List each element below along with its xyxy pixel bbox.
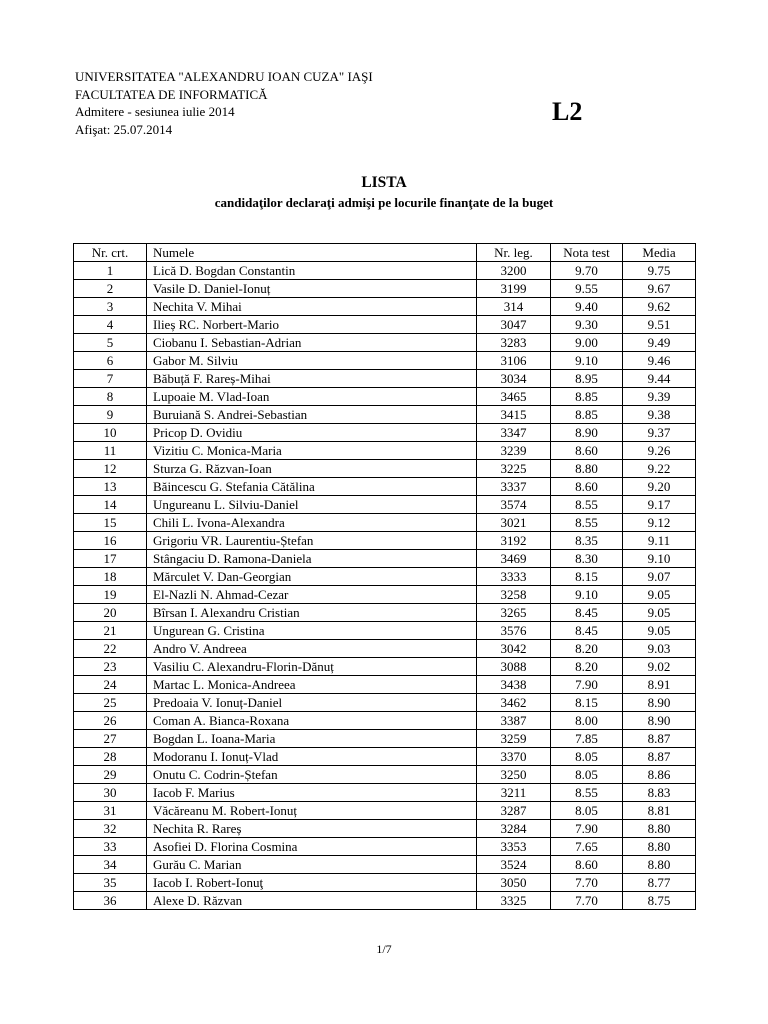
- cell-media: 9.51: [623, 316, 696, 334]
- cell-nota-test: 8.20: [551, 640, 623, 658]
- cell-name: Martac L. Monica-Andreea: [147, 676, 477, 694]
- cell-nota-test: 7.85: [551, 730, 623, 748]
- cell-nr-leg: 3469: [477, 550, 551, 568]
- cell-nr-leg: 3088: [477, 658, 551, 676]
- document-header: [75, 68, 373, 138]
- cell-nr-crt: 7: [74, 370, 147, 388]
- cell-name: Lică D. Bogdan Constantin: [147, 262, 477, 280]
- cell-nr-crt: 34: [74, 856, 147, 874]
- table-row: [74, 514, 696, 532]
- cell-nr-leg: 3462: [477, 694, 551, 712]
- cell-nr-crt: 16: [74, 532, 147, 550]
- cell-media: 8.87: [623, 730, 696, 748]
- cell-nr-leg: 3047: [477, 316, 551, 334]
- table-row: [74, 838, 696, 856]
- cell-nr-crt: 4: [74, 316, 147, 334]
- cell-nota-test: 7.70: [551, 892, 623, 910]
- column-header-nota-test: Nota test: [551, 244, 623, 262]
- posted-date: Afişat: 25.07.2014: [75, 121, 173, 137]
- table-row: [74, 892, 696, 910]
- cell-name: Băbuță F. Rareș-Mihai: [147, 370, 477, 388]
- table-row: [74, 280, 696, 298]
- table-row: [74, 694, 696, 712]
- cell-nota-test: 8.35: [551, 532, 623, 550]
- cell-nr-crt: 35: [74, 874, 147, 892]
- cell-nr-crt: 23: [74, 658, 147, 676]
- cell-media: 9.46: [623, 352, 696, 370]
- cell-nr-leg: 3415: [477, 406, 551, 424]
- cell-media: 9.62: [623, 298, 696, 316]
- cell-nr-crt: 20: [74, 604, 147, 622]
- cell-media: 9.12: [623, 514, 696, 532]
- table-row: [74, 496, 696, 514]
- cell-media: 9.75: [623, 262, 696, 280]
- cell-media: 8.91: [623, 676, 696, 694]
- cell-media: 9.05: [623, 604, 696, 622]
- cell-nr-crt: 29: [74, 766, 147, 784]
- cell-name: Pricop D. Ovidiu: [147, 424, 477, 442]
- cell-name: Gabor M. Silviu: [147, 352, 477, 370]
- cell-nota-test: 7.65: [551, 838, 623, 856]
- cell-nr-leg: 3287: [477, 802, 551, 820]
- cell-nr-leg: 3034: [477, 370, 551, 388]
- cell-nota-test: 8.90: [551, 424, 623, 442]
- cell-name: Ciobanu I. Sebastian-Adrian: [147, 334, 477, 352]
- table-row: [74, 262, 696, 280]
- cell-media: 9.49: [623, 334, 696, 352]
- table-row: [74, 676, 696, 694]
- cell-nota-test: 8.85: [551, 388, 623, 406]
- cell-nota-test: 9.40: [551, 298, 623, 316]
- cell-nr-crt: 18: [74, 568, 147, 586]
- cell-nr-leg: 3284: [477, 820, 551, 838]
- cell-nr-leg: 3250: [477, 766, 551, 784]
- cell-nr-crt: 30: [74, 784, 147, 802]
- cell-name: Coman A. Bianca-Roxana: [147, 712, 477, 730]
- cell-nr-crt: 31: [74, 802, 147, 820]
- cell-media: 8.77: [623, 874, 696, 892]
- list-code: L2: [552, 97, 583, 126]
- cell-nr-leg: 3465: [477, 388, 551, 406]
- cell-nr-crt: 1: [74, 262, 147, 280]
- cell-media: 8.90: [623, 694, 696, 712]
- cell-media: 9.10: [623, 550, 696, 568]
- cell-nr-leg: 314: [477, 298, 551, 316]
- cell-nr-crt: 17: [74, 550, 147, 568]
- cell-nr-crt: 6: [74, 352, 147, 370]
- university-name: UNIVERSITATEA "ALEXANDRU IOAN CUZA" IAŞI: [75, 69, 373, 84]
- cell-name: Gurău C. Marian: [147, 856, 477, 874]
- cell-nota-test: 8.30: [551, 550, 623, 568]
- table-row: [74, 334, 696, 352]
- cell-media: 9.03: [623, 640, 696, 658]
- cell-media: 8.80: [623, 856, 696, 874]
- column-header-numele: Numele: [147, 244, 477, 262]
- cell-nr-crt: 36: [74, 892, 147, 910]
- admitted-candidates-table: [73, 243, 696, 910]
- table-row: [74, 478, 696, 496]
- cell-nota-test: 9.70: [551, 262, 623, 280]
- cell-nota-test: 8.00: [551, 712, 623, 730]
- cell-nota-test: 8.45: [551, 604, 623, 622]
- cell-nr-crt: 25: [74, 694, 147, 712]
- cell-nr-crt: 9: [74, 406, 147, 424]
- cell-nota-test: 8.20: [551, 658, 623, 676]
- faculty-name: FACULTATEA DE INFORMATICĂ: [75, 86, 268, 102]
- table-row: [74, 748, 696, 766]
- cell-media: 9.22: [623, 460, 696, 478]
- cell-nr-leg: 3347: [477, 424, 551, 442]
- column-header-media: Media: [623, 244, 696, 262]
- table-row: [74, 604, 696, 622]
- cell-nr-crt: 28: [74, 748, 147, 766]
- cell-nota-test: 8.95: [551, 370, 623, 388]
- table-row: [74, 532, 696, 550]
- cell-name: Nechita R. Rareș: [147, 820, 477, 838]
- table-row: [74, 730, 696, 748]
- table-row: [74, 388, 696, 406]
- cell-nr-crt: 15: [74, 514, 147, 532]
- admission-session: Admitere - sesiunea iulie 2014: [75, 104, 235, 119]
- cell-name: Ilieș RC. Norbert-Mario: [147, 316, 477, 334]
- cell-nr-leg: 3524: [477, 856, 551, 874]
- cell-nota-test: 7.70: [551, 874, 623, 892]
- table-row: [74, 820, 696, 838]
- cell-nr-leg: 3021: [477, 514, 551, 532]
- cell-nota-test: 9.30: [551, 316, 623, 334]
- cell-nr-leg: 3225: [477, 460, 551, 478]
- cell-nr-crt: 33: [74, 838, 147, 856]
- page-subtitle: candidaţilor declaraţi admişi pe locurile finanţate de la buget: [214, 195, 554, 210]
- table-row: [74, 622, 696, 640]
- table-row: [74, 766, 696, 784]
- table-row: [74, 784, 696, 802]
- cell-nr-leg: 3333: [477, 568, 551, 586]
- cell-nota-test: 9.10: [551, 586, 623, 604]
- cell-name: Vizitiu C. Monica-Maria: [147, 442, 477, 460]
- table-row: [74, 712, 696, 730]
- cell-name: Buruiană S. Andrei-Sebastian: [147, 406, 477, 424]
- cell-name: Stângaciu D. Ramona-Daniela: [147, 550, 477, 568]
- cell-nr-leg: 3199: [477, 280, 551, 298]
- table-row: [74, 370, 696, 388]
- cell-name: Ungurean G. Cristina: [147, 622, 477, 640]
- cell-name: Onutu C. Codrin-Ștefan: [147, 766, 477, 784]
- cell-media: 9.20: [623, 478, 696, 496]
- table-row: [74, 442, 696, 460]
- page-number: 1/7: [376, 942, 392, 956]
- cell-nota-test: 8.55: [551, 784, 623, 802]
- cell-name: Asofiei D. Florina Cosmina: [147, 838, 477, 856]
- cell-nr-leg: 3576: [477, 622, 551, 640]
- table-row: [74, 640, 696, 658]
- cell-name: Chili L. Ivona-Alexandra: [147, 514, 477, 532]
- cell-nota-test: 8.45: [551, 622, 623, 640]
- cell-nr-leg: 3370: [477, 748, 551, 766]
- table-row: [74, 568, 696, 586]
- cell-nota-test: 8.80: [551, 460, 623, 478]
- cell-nota-test: 9.00: [551, 334, 623, 352]
- cell-name: Iacob F. Marius: [147, 784, 477, 802]
- cell-name: Nechita V. Mihai: [147, 298, 477, 316]
- cell-media: 9.39: [623, 388, 696, 406]
- cell-nr-crt: 3: [74, 298, 147, 316]
- cell-nota-test: 8.85: [551, 406, 623, 424]
- cell-media: 8.90: [623, 712, 696, 730]
- cell-name: Băincescu G. Stefania Cătălina: [147, 478, 477, 496]
- cell-nr-leg: 3387: [477, 712, 551, 730]
- cell-nota-test: 8.60: [551, 442, 623, 460]
- cell-nota-test: 8.15: [551, 694, 623, 712]
- cell-nr-leg: 3574: [477, 496, 551, 514]
- table-row: [74, 298, 696, 316]
- cell-nr-crt: 5: [74, 334, 147, 352]
- cell-nr-crt: 8: [74, 388, 147, 406]
- cell-nr-crt: 12: [74, 460, 147, 478]
- cell-nr-crt: 19: [74, 586, 147, 604]
- cell-nr-crt: 13: [74, 478, 147, 496]
- cell-name: Alexe D. Răzvan: [147, 892, 477, 910]
- cell-media: 8.86: [623, 766, 696, 784]
- cell-nr-crt: 14: [74, 496, 147, 514]
- column-header-nr-crt: Nr. crt.: [74, 244, 147, 262]
- cell-nr-leg: 3353: [477, 838, 551, 856]
- cell-media: 9.67: [623, 280, 696, 298]
- cell-name: Vasile D. Daniel-Ionuț: [147, 280, 477, 298]
- cell-name: Mărculet V. Dan-Georgian: [147, 568, 477, 586]
- cell-nota-test: 8.60: [551, 478, 623, 496]
- cell-name: Andro V. Andreea: [147, 640, 477, 658]
- cell-nota-test: 8.55: [551, 496, 623, 514]
- cell-nota-test: 8.60: [551, 856, 623, 874]
- cell-nr-leg: 3438: [477, 676, 551, 694]
- cell-name: Bîrsan I. Alexandru Cristian: [147, 604, 477, 622]
- cell-name: Vasiliu C. Alexandru-Florin-Dănuț: [147, 658, 477, 676]
- cell-nota-test: 7.90: [551, 820, 623, 838]
- cell-nr-leg: 3265: [477, 604, 551, 622]
- cell-media: 9.11: [623, 532, 696, 550]
- cell-name: Predoaia V. Ionuț-Daniel: [147, 694, 477, 712]
- cell-name: Ungureanu L. Silviu-Daniel: [147, 496, 477, 514]
- cell-nr-leg: 3258: [477, 586, 551, 604]
- table-row: [74, 802, 696, 820]
- cell-nota-test: 7.90: [551, 676, 623, 694]
- table-row: [74, 460, 696, 478]
- table-row: [74, 316, 696, 334]
- cell-name: Văcăreanu M. Robert-Ionuț: [147, 802, 477, 820]
- cell-media: 8.87: [623, 748, 696, 766]
- table-row: [74, 550, 696, 568]
- cell-name: Lupoaie M. Vlad-Ioan: [147, 388, 477, 406]
- column-header-nr-leg: Nr. leg.: [477, 244, 551, 262]
- page-title: LISTA: [361, 174, 407, 191]
- table-row: [74, 424, 696, 442]
- cell-nr-crt: 27: [74, 730, 147, 748]
- cell-nr-crt: 11: [74, 442, 147, 460]
- cell-nr-crt: 10: [74, 424, 147, 442]
- cell-nr-leg: 3200: [477, 262, 551, 280]
- cell-nota-test: 8.05: [551, 802, 623, 820]
- cell-media: 8.80: [623, 838, 696, 856]
- cell-nr-crt: 2: [74, 280, 147, 298]
- cell-nr-crt: 22: [74, 640, 147, 658]
- cell-nr-leg: 3042: [477, 640, 551, 658]
- cell-name: El-Nazli N. Ahmad-Cezar: [147, 586, 477, 604]
- cell-nr-crt: 24: [74, 676, 147, 694]
- cell-media: 8.75: [623, 892, 696, 910]
- cell-media: 9.02: [623, 658, 696, 676]
- table-row: [74, 856, 696, 874]
- cell-media: 9.44: [623, 370, 696, 388]
- cell-nota-test: 8.05: [551, 748, 623, 766]
- cell-media: 8.81: [623, 802, 696, 820]
- cell-nr-leg: 3050: [477, 874, 551, 892]
- cell-media: 8.80: [623, 820, 696, 838]
- cell-nr-leg: 3283: [477, 334, 551, 352]
- table-row: [74, 406, 696, 424]
- cell-nr-crt: 26: [74, 712, 147, 730]
- cell-media: 9.26: [623, 442, 696, 460]
- cell-name: Grigoriu VR. Laurentiu-Ștefan: [147, 532, 477, 550]
- cell-nr-leg: 3337: [477, 478, 551, 496]
- cell-nr-crt: 21: [74, 622, 147, 640]
- cell-nr-crt: 32: [74, 820, 147, 838]
- cell-nota-test: 9.10: [551, 352, 623, 370]
- cell-nota-test: 8.15: [551, 568, 623, 586]
- cell-media: 9.37: [623, 424, 696, 442]
- cell-media: 9.38: [623, 406, 696, 424]
- cell-nota-test: 8.05: [551, 766, 623, 784]
- cell-name: Iacob I. Robert-Ionuţ: [147, 874, 477, 892]
- cell-nr-leg: 3325: [477, 892, 551, 910]
- cell-media: 8.83: [623, 784, 696, 802]
- cell-media: 9.07: [623, 568, 696, 586]
- cell-nota-test: 8.55: [551, 514, 623, 532]
- table-row: [74, 658, 696, 676]
- cell-nota-test: 9.55: [551, 280, 623, 298]
- cell-nr-leg: 3106: [477, 352, 551, 370]
- cell-name: Modoranu I. Ionuț-Vlad: [147, 748, 477, 766]
- table-row: [74, 586, 696, 604]
- cell-media: 9.17: [623, 496, 696, 514]
- table-row: [74, 352, 696, 370]
- cell-nr-leg: 3259: [477, 730, 551, 748]
- table-row: [74, 874, 696, 892]
- cell-media: 9.05: [623, 622, 696, 640]
- cell-nr-leg: 3239: [477, 442, 551, 460]
- table-header-row: [74, 244, 696, 262]
- cell-name: Sturza G. Răzvan-Ioan: [147, 460, 477, 478]
- cell-nr-leg: 3192: [477, 532, 551, 550]
- cell-media: 9.05: [623, 586, 696, 604]
- cell-name: Bogdan L. Ioana-Maria: [147, 730, 477, 748]
- cell-nr-leg: 3211: [477, 784, 551, 802]
